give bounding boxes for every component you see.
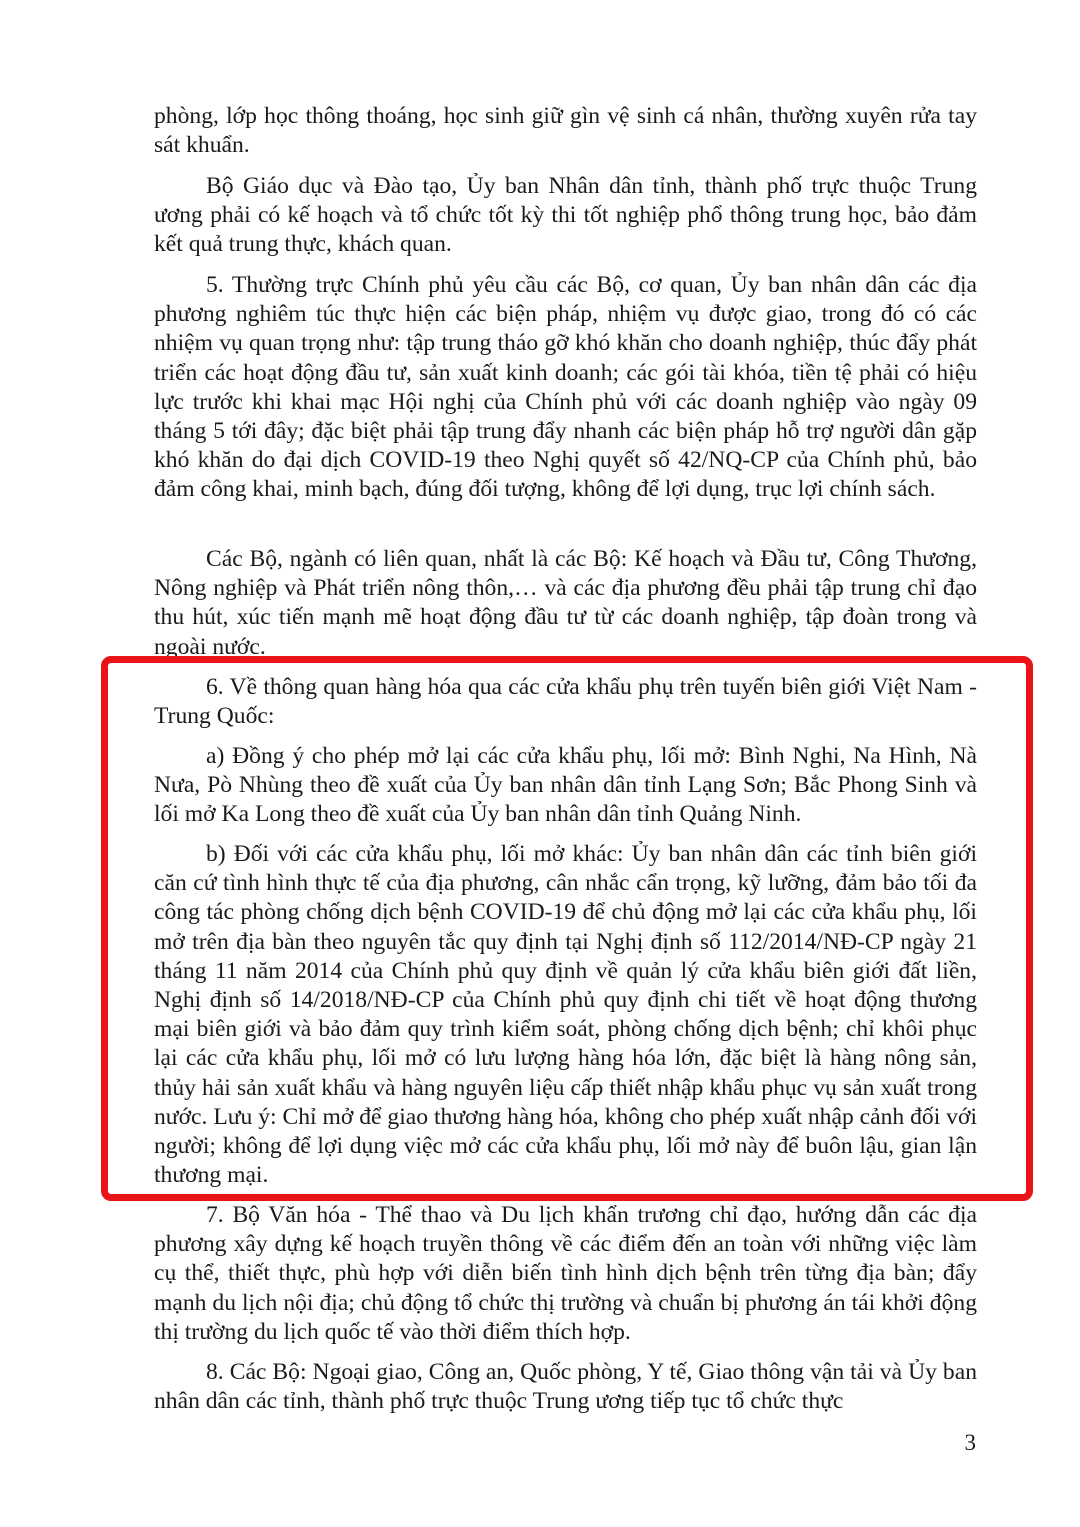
paragraph-item-7: 7. Bộ Văn hóa - Thể thao và Du lịch khẩn trương chỉ đạo, hướng dẫn các địa phương xây dựng kế hoạch truyền thông về các điểm đến an toàn với những việc làm cụ thể, thiết thực, phù hợp với diễn biến tình hình dịch bệnh trên từng địa bàn; đẩy mạnh du lịch nội địa; chủ động tổ chức thị trường và chuẩn bị phương án tái khởi động thị trường du lịch quốc tế vào thời điểm thích hợp. <box>154 1202 977 1345</box>
paragraph-graduation-exam: Bộ Giáo dục và Đào tạo, Ủy ban Nhân dân tỉnh, thành phố trực thuộc Trung ương phải có kế hoạch và tổ chức tốt kỳ thi tốt nghiệp phổ thông trung học, bảo đảm kết quả trung thực, khách quan. <box>154 173 977 258</box>
paragraph-item-8: 8. Các Bộ: Ngoại giao, Công an, Quốc phòng, Y tế, Giao thông vận tải và Ủy ban nhân dân các tỉnh, thành phố trực thuộc Trung ương tiếp tục tổ chức thực <box>154 1359 977 1415</box>
paragraph-item-5: 5. Thường trực Chính phủ yêu cầu các Bộ, cơ quan, Ủy ban nhân dân các địa phương nghiêm túc thực hiện các biện pháp, nhiệm vụ được giao, trong đó có các nhiệm vụ quan trọng như: tập trung tháo gỡ khó khăn cho doanh nghiệp, thúc đẩy phát triển các hoạt động đầu tư, sản xuất kinh doanh; các gói tài khóa, tiền tệ phải có hiệu lực trước khi khai mạc Hội nghị của Chính phủ với các doanh nghiệp vào ngày 09 tháng 5 tới đây; đặc biệt phải tập trung đẩy nhanh các biện pháp hỗ trợ người dân gặp khó khăn do đại dịch COVID-19 theo Nghị quyết số 42/NQ-CP của Chính phủ, bảo đảm công khai, minh bạch, đúng đối tượng, không để lợi dụng, trục lợi chính sách. <box>154 272 977 503</box>
paragraph-school-hygiene: phòng, lớp học thông thoáng, học sinh giữ gìn vệ sinh cá nhân, thường xuyên rửa tay sát khuẩn. <box>154 103 977 159</box>
paragraph-item-6: 6. Về thông quan hàng hóa qua các cửa khẩu phụ trên tuyến biên giới Việt Nam - Trung Quốc: <box>154 674 977 730</box>
paragraph-investment-attraction: Các Bộ, ngành có liên quan, nhất là các Bộ: Kế hoạch và Đầu tư, Công Thương, Nông nghiệp và Phát triển nông thôn,… và các địa phương đều phải tập trung chỉ đạo thu hút, xúc tiến mạnh mẽ hoạt động đầu tư từ các doanh nghiệp, tập đoàn trong và ngoài nước. <box>154 546 977 660</box>
page-number: 3 <box>964 1430 976 1455</box>
paragraph-item-6a: a) Đồng ý cho phép mở lại các cửa khẩu phụ, lối mở: Bình Nghi, Na Hình, Nà Nưa, Pò Nhùng theo đề xuất của Ủy ban nhân dân tỉnh Lạng Sơn; Bắc Phong Sinh và lối mở Ka Long theo đề xuất của Ủy ban nhân dân tỉnh Quảng Ninh. <box>154 743 977 828</box>
paragraph-item-6b: b) Đối với các cửa khẩu phụ, lối mở khác: Ủy ban nhân dân các tỉnh biên giới căn cứ tình hình thực tế của địa phương, cân nhắc cẩn trọng, kỹ lưỡng, đảm bảo tối đa công tác phòng chống dịch bệnh COVID-19 để chủ động mở lại các cửa khẩu phụ, lối mở trên địa bàn theo nguyên tắc quy định tại Nghị định số 112/2014/NĐ-CP ngày 21 tháng 11 năm 2014 của Chính phủ quy định về quản lý cửa khẩu biên giới đất liền, Nghị định số 14/2018/NĐ-CP của Chính phủ quy định chi tiết về hoạt động thương mại biên giới và bảo đảm quy trình kiểm soát, phòng chống dịch bệnh; chỉ khôi phục lại các cửa khẩu phụ, lối mở có lưu lượng hàng hóa lớn, đặc biệt là hàng nông sản, thủy hải sản xuất khẩu và hàng nguyên liệu cấp thiết nhập khẩu phục vụ sản xuất trong nước. Lưu ý: Chỉ mở để giao thương hàng hóa, không cho phép xuất nhập cảnh đối với người; không để lợi dụng việc mở các cửa khẩu phụ, lối mở này để buôn lậu, gian lận thương mại. <box>154 841 977 1189</box>
